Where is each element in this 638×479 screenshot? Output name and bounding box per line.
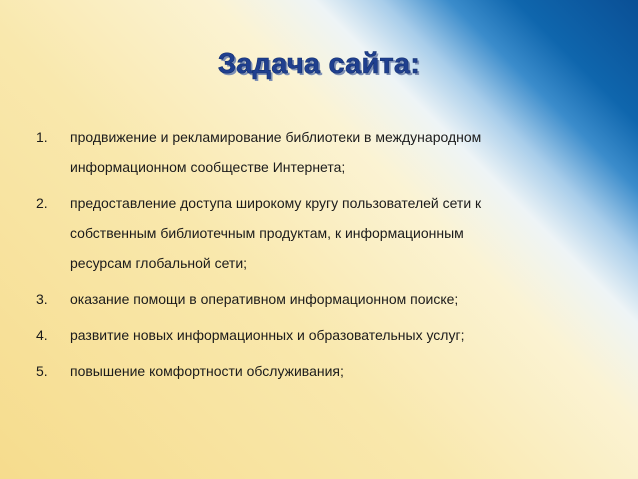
list-text bbox=[70, 122, 570, 182]
list-text-line: развитие новых информационных и образовательных услуг; bbox=[70, 327, 465, 343]
list-item-2 bbox=[36, 188, 626, 278]
list-item-5 bbox=[36, 356, 626, 386]
list-number: 5. bbox=[36, 363, 48, 379]
list-text-line: собственным библиотечным продуктам, к информационным bbox=[70, 225, 464, 241]
list-item-4 bbox=[36, 320, 626, 350]
list-number: 4. bbox=[36, 327, 48, 343]
list-number: 2. bbox=[36, 195, 48, 211]
list-text-line: информационном сообществе Интернета; bbox=[70, 159, 346, 175]
list-text bbox=[70, 188, 570, 278]
list-text-line: оказание помощи в оперативном информационном поиске; bbox=[70, 291, 459, 307]
list-text-line: ресурсам глобальной сети; bbox=[70, 255, 248, 271]
list-text bbox=[70, 284, 570, 314]
list-item-3 bbox=[36, 284, 626, 314]
list-text bbox=[70, 320, 570, 350]
list-item-1 bbox=[36, 122, 626, 182]
list-text-line: продвижение и рекламирование библиотеки в международном bbox=[70, 129, 482, 145]
list-text-line: повышение комфортности обслуживания; bbox=[70, 363, 344, 379]
list-number: 1. bbox=[36, 129, 48, 145]
list-text-line: предоставление доступа широкому кругу пользователей сети к bbox=[70, 195, 482, 211]
list-number: 3. bbox=[36, 291, 48, 307]
list-text bbox=[70, 356, 570, 386]
task-list bbox=[36, 122, 626, 392]
slide-title: Задача сайта: bbox=[217, 48, 421, 80]
